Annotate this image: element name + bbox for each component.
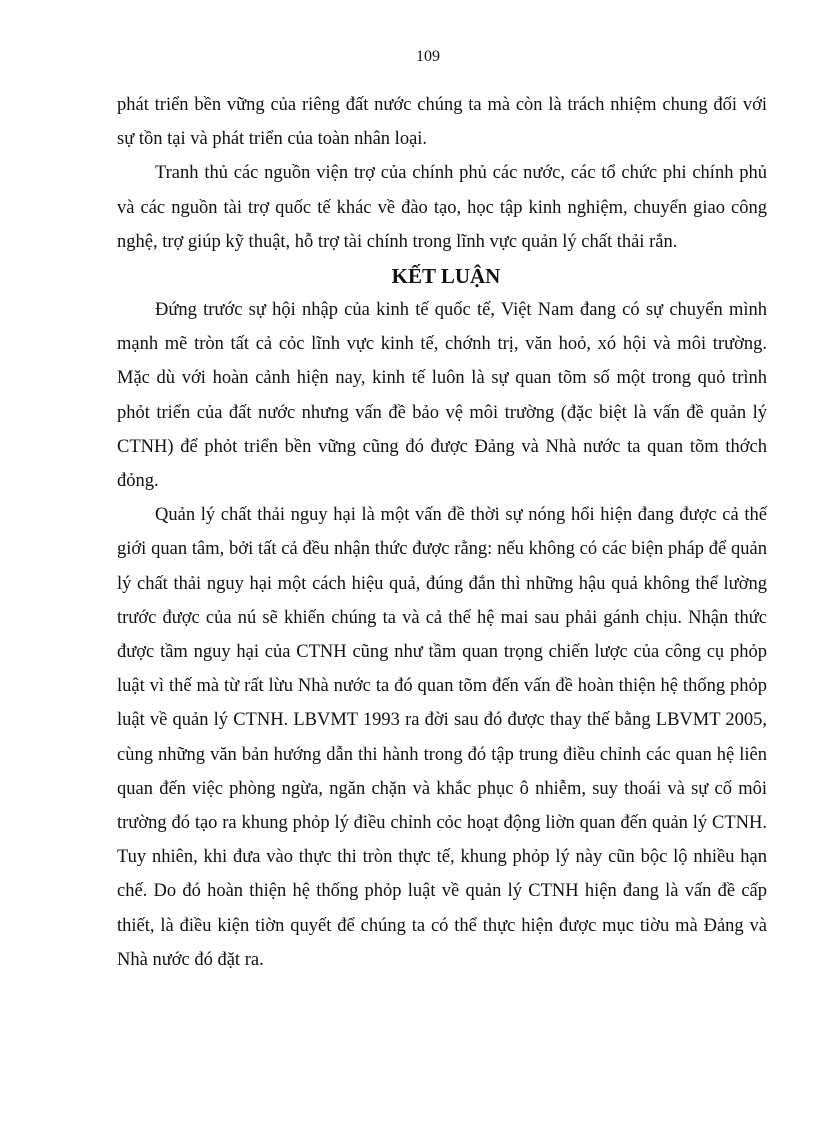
conclusion-paragraph-1: Đứng trước sự hội nhập của kinh tế quốc tế, Việt Nam đang có sự chuyển mình mạnh mẽ tròn tất cả cỏc lĩnh vực kinh tế, chớnh trị, văn hoỏ, xó hội và môi trường. Mặc dù với hoàn cảnh hiện nay, kinh tế luôn là sự quan tõm số một trong quỏ trình phỏt triển của đất nước nhưng vấn đề bảo vệ môi trường (đặc biệt là vấn đề quản lý CTNH) để phỏt triển bền vững cũng đó được Đảng và Nhà nước ta quan tõm thớch đỏng.: [117, 300, 767, 492]
conclusion-paragraph-2: Quản lý chất thải nguy hại là một vấn đề thời sự nóng hổi hiện đang được cả thế giới quan tâm, bởi tất cả đều nhận thức được rằng: nếu không có các biện pháp để quản lý chất thải nguy hại một cách hiệu quả, đúng đắn thì những hậu quả không thể lường trước được của nú sẽ khiến chúng ta và cả thế hệ mai sau phải gánh chịu. Nhận thức được tầm nguy hại của CTNH cũng như tầm quan trọng chiến lược của công cụ phỏp luật vì thế mà từ rất lừu Nhà nước ta đó quan tõm đến vấn đề hoàn thiện hệ thống phỏp luật về quản lý CTNH. LBVMT 1993 ra đời sau đó được thay thế bằng LBVMT 2005, cùng những văn bản hướng dẫn thi hành trong đó tập trung điều chỉnh các quan hệ liên quan đến việc phòng ngừa, ngăn chặn và khắc phục ô nhiễm, suy thoái và sự cố môi trường đó tạo ra khung phỏp lý điều chỉnh cỏc hoạt động liờn quan đến quản lý CTNH. Tuy nhiên, khi đưa vào thực thi tròn thực tế, khung phỏp lý này cũn bộc lộ nhiều hạn chế. Do đó hoàn thiện hệ thống phỏp luật về quản lý CTNH hiện đang là vấn đề cấp thiết, là điều kiện tiờn quyết để chúng ta có thể thực hiện được mục tiờu mà Đảng và Nhà nước đó đặt ra.: [117, 505, 767, 970]
paragraph-aid-sources: Tranh thủ các nguồn viện trợ của chính phủ các nước, các tổ chức phi chính phủ và các nguồn tài trợ quốc tế khác về đào tạo, học tập kinh nghiệm, chuyển giao công nghệ, trợ giúp kỹ thuật, hỗ trợ tài chính trong lĩnh vực quản lý chất thải rắn.: [117, 163, 767, 252]
paragraph-continuation: phát triển bền vững của riêng đất nước chúng ta mà còn là trách nhiệm chung đối với sự tồn tại và phát triển của toàn nhân loại.: [117, 95, 767, 150]
body-text: [117, 88, 767, 977]
conclusion-heading: KẾT LUẬN: [391, 264, 501, 289]
page-number: 109: [416, 48, 440, 65]
